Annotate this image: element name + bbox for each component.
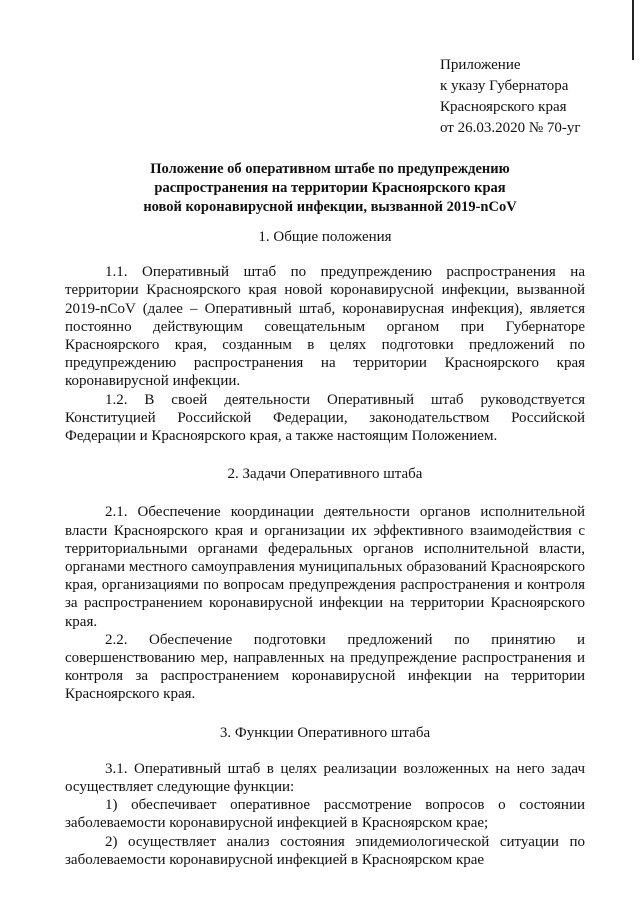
appendix-line: к указу Губернатора xyxy=(440,78,569,94)
document-title xyxy=(60,160,600,217)
document-body xyxy=(65,228,585,869)
appendix-block xyxy=(440,55,581,139)
title-line: распространения на территории Красноярского края xyxy=(154,180,506,196)
appendix-date-number: от 26.03.2020 № 70-уг xyxy=(440,120,581,136)
paragraph-3-1: 3.1. Оперативный штаб в целях реализации возложенных на него задач осуществляет следующие функции: xyxy=(65,760,585,796)
paragraph-2-1: 2.1. Обеспечение координации деятельности органов исполнительной власти Красноярского края и организации их эффективного взаимодействия с территориальными органами федеральных органов исполнительной власти, органами местного самоуправления муниципальных образований Красноярского края, организациями по вопросам предупреждения распространения и контроля за распространением коронавирусной инфекции на территории Красноярского края. xyxy=(65,504,585,630)
scan-edge-mark xyxy=(632,0,634,60)
appendix-line: Красноярского края xyxy=(440,99,567,115)
paragraph-2-2: 2.2. Обеспечение подготовки предложений по принятию и совершенствованию мер, направленных на предупреждение распространения и контроля за распространением коронавирусной инфекции на территории Красноярского края. xyxy=(65,631,585,703)
section-heading-functions: 3. Функции Оперативного штаба xyxy=(219,724,431,741)
function-item-2: 2) осуществляет анализ состояния эпидемиологической ситуации по заболеваемости коронавирусной инфекцией в Красноярском крае xyxy=(65,833,585,868)
appendix-line: Приложение xyxy=(440,57,521,73)
function-item-1: 1) обеспечивает оперативное рассмотрение вопросов о состоянии заболеваемости коронавирусной инфекцией в Красноярском крае; xyxy=(65,797,585,832)
section-heading-general: 1. Общие положения xyxy=(258,229,392,245)
paragraph-1-1: 1.1. Оперативный штаб по предупреждению распространения на территории Красноярского края новой коронавирусной инфекции, вызванной 2019-nCoV (далее – Оперативный штаб, коронавирусная инфекция), является постоянно действующим совещательным органом при Губернаторе Красноярского края, созданным в целях подготовки предложений по предупреждению распространения на территории Красноярского края коронавирусной инфекции. xyxy=(65,264,585,390)
title-line: новой коронавирусной инфекции, вызванной 2019-nCoV xyxy=(143,199,517,215)
section-heading-tasks: 2. Задачи Оперативного штаба xyxy=(227,466,423,483)
paragraph-1-2: 1.2. В своей деятельности Оперативный штаб руководствуется Конституцией Российской Федерации, законодательством Российской Федерации и Красноярского края, а также настоящим Положением. xyxy=(65,391,585,445)
title-line: Положение об оперативном штабе по предупреждению xyxy=(150,161,510,177)
